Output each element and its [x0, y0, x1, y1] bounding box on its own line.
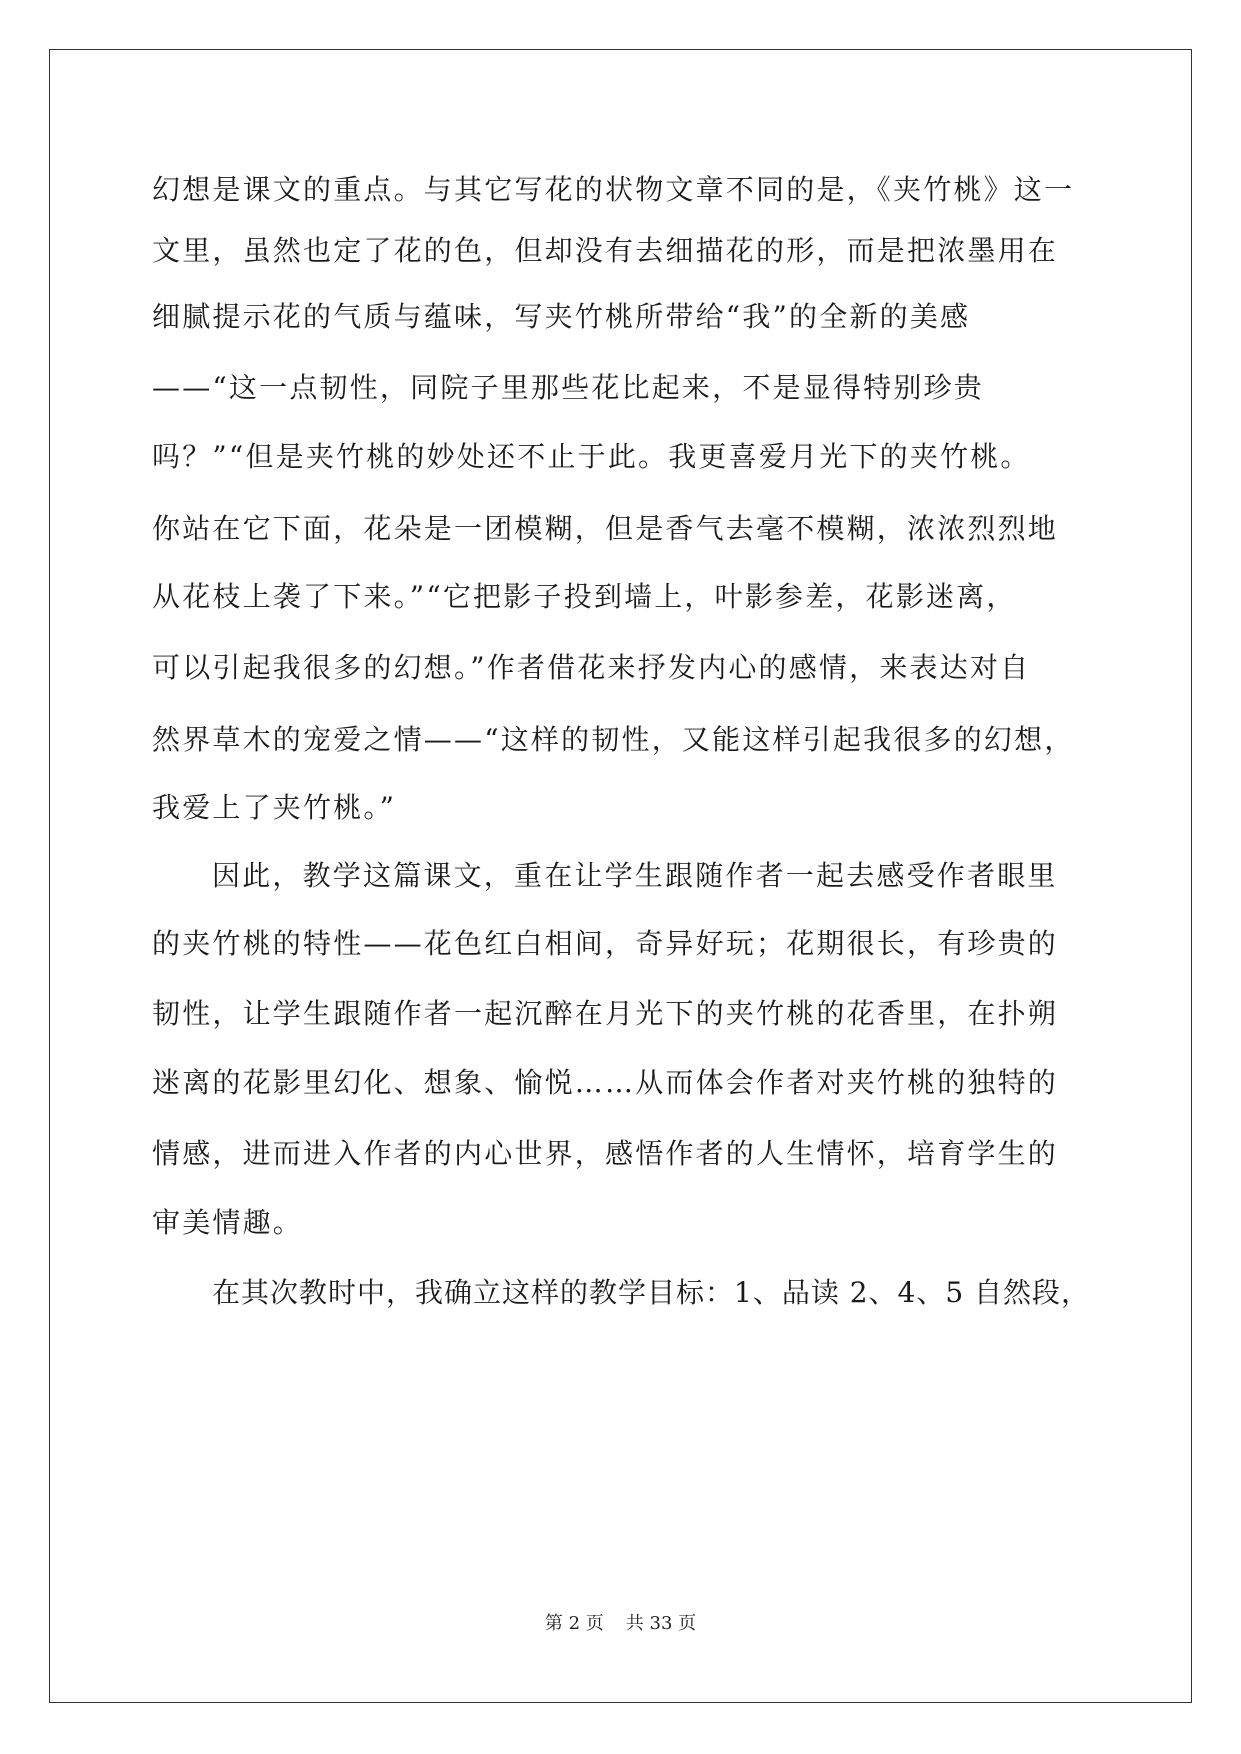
text-line: 的夹竹桃的特性——花色红白相间，奇异好玩；花期很长，有珍贵的	[152, 927, 1059, 960]
text-line: 细腻提示花的气质与蕴味，写夹竹桃所带给“我”的全新的美感	[152, 300, 971, 333]
text-line: 韧性，让学生跟随作者一起沉醉在月光下的夹竹桃的花香里，在扑朔	[152, 997, 1059, 1030]
text-line: 从花枝上袭了下来。”“它把影子投到墙上，叶影参差，花影迷离，	[152, 580, 1017, 613]
text-line: 情感，进而进入作者的内心世界，感悟作者的人生情怀，培育学生的	[152, 1137, 1059, 1170]
text-line: 可以引起我很多的幻想。”作者借花来抒发内心的感情，来表达对自	[152, 651, 1031, 684]
text-line: 吗？”“但是夹竹桃的妙处还不止于此。我更喜爱月光下的夹竹桃。	[152, 440, 1031, 473]
page-total: 共 33 页	[625, 1613, 697, 1634]
text-line: 文里，虽然也定了花的色，但却没有去细描花的形，而是把浓墨用在	[152, 234, 1059, 267]
page-footer	[0, 1612, 1241, 1636]
text-line: 然界草木的宠爱之情——“这样的韧性，又能这样引起我很多的幻想，	[152, 723, 1075, 756]
text-line: 你站在它下面，花朵是一团模糊，但是香气去毫不模糊，浓浓烈烈地	[152, 512, 1059, 545]
text-line: 在其次教时中，我确立这样的教学目标：1、品读 2、4、5 自然段，	[212, 1276, 1091, 1309]
text-line: 因此，教学这篇课文，重在让学生跟随作者一起去感受作者眼里	[212, 859, 1058, 892]
text-line: 幻想是课文的重点。与其它写花的状物文章不同的是，《夹竹桃》这一	[152, 173, 1075, 206]
text-line: 迷离的花影里幻化、想象、愉悦……从而体会作者对夹竹桃的独特的	[152, 1066, 1059, 1099]
page-number: 第 2 页	[544, 1613, 604, 1634]
text-line: 审美情趣。	[152, 1206, 304, 1239]
text-line: ——“这一点韧性，同院子里那些花比起来，不是显得特别珍贵	[152, 371, 984, 404]
text-line: 我爱上了夹竹桃。”	[152, 791, 397, 824]
